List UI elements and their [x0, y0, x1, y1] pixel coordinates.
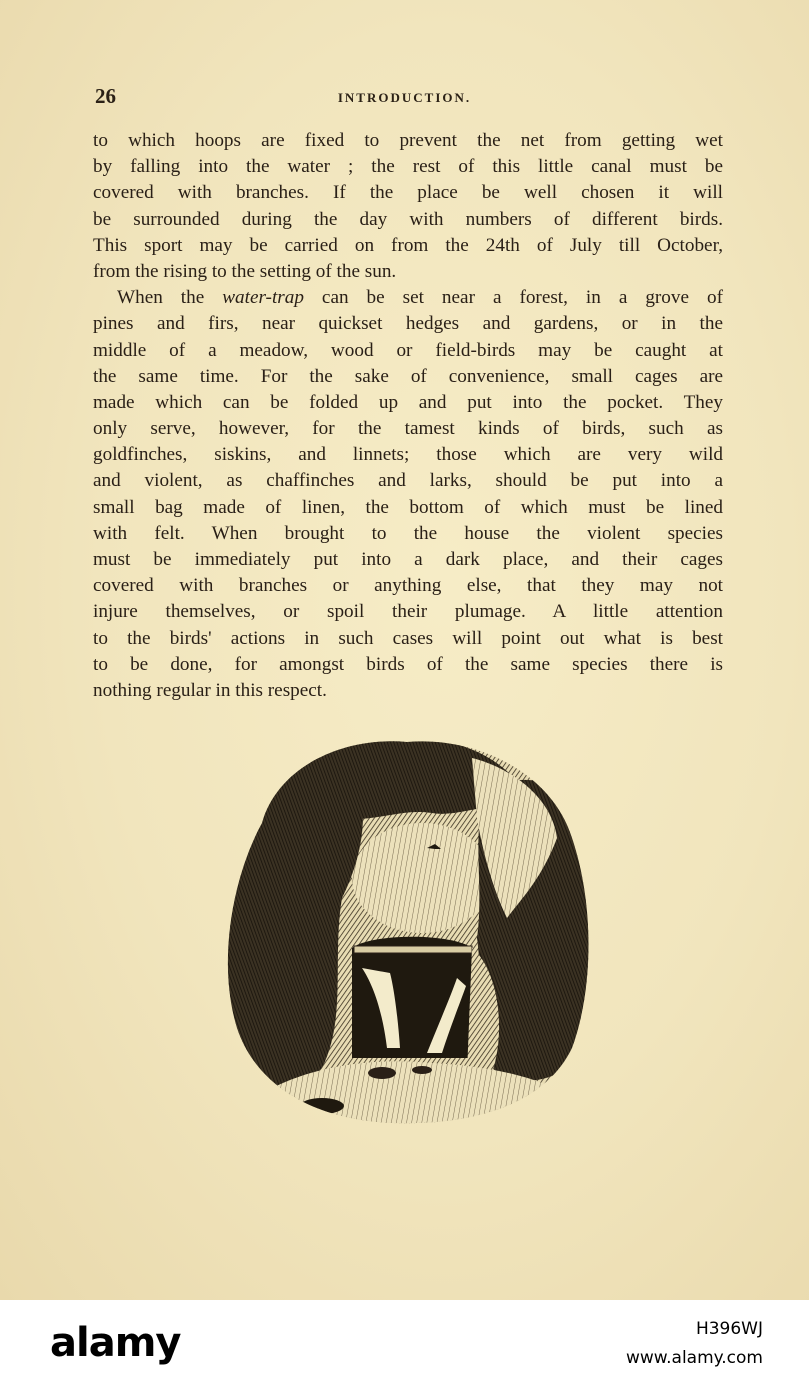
text-line: to which hoops are fixed to prevent the net from getting wet	[93, 130, 723, 151]
text-line: injure themselves, or spoil their plumage. A little attention	[93, 601, 723, 623]
text-line: covered with branches or anything else, that they may not	[93, 575, 723, 597]
text-line: to the birds' actions in such cases will point out what is best	[93, 627, 723, 649]
text-line: This sport may be carried on from the 24th of July till October,	[93, 234, 723, 256]
text-line: nothing regular in this respect.	[93, 679, 327, 701]
watermark-footer	[0, 1300, 809, 1390]
text-line: with felt. When brought to the house the violent species	[93, 522, 723, 544]
body-text	[93, 128, 723, 704]
text-line: middle of a meadow, wood or field-birds may be caught at	[93, 339, 723, 361]
text-line: must be immediately put into a dark place, and their cages	[93, 549, 723, 570]
site-url: www.alamy.com	[625, 1348, 763, 1368]
running-head: INTRODUCTION.	[337, 90, 472, 105]
text-line: the same time. For the sake of convenience, small cages are	[93, 365, 723, 387]
text-line: be surrounded during the day with numbers of different birds.	[93, 208, 723, 230]
text-line: pines and firs, near quickset hedges and gardens, or in the	[93, 313, 723, 335]
text-line: from the rising to the setting of the sun.	[93, 260, 397, 282]
text-line: made which can be folded up and put into the pocket. They	[93, 391, 723, 413]
brand-logo: alamy	[50, 1320, 181, 1366]
text-line: by falling into the water ; the rest of this little canal must be	[93, 156, 723, 178]
page-number: 26	[95, 84, 116, 108]
text-line: When the water-trap can be set near a forest, in a grove of	[117, 287, 723, 309]
text-line: and violent, as chaffinches and larks, should be put into a	[93, 470, 723, 492]
waterfall-engraving	[222, 728, 590, 1128]
text-line: only serve, however, for the tamest kinds of birds, such as	[93, 418, 723, 440]
text-line: to be done, for amongst birds of the same species there is	[93, 653, 723, 675]
text-line: goldfinches, siskins, and linnets; those which are very wild	[93, 444, 723, 466]
text-line: small bag made of linen, the bottom of which must be lined	[93, 496, 723, 518]
image-id: H396WJ	[695, 1319, 763, 1339]
text-line: covered with branches. If the place be well chosen it will	[93, 182, 723, 204]
